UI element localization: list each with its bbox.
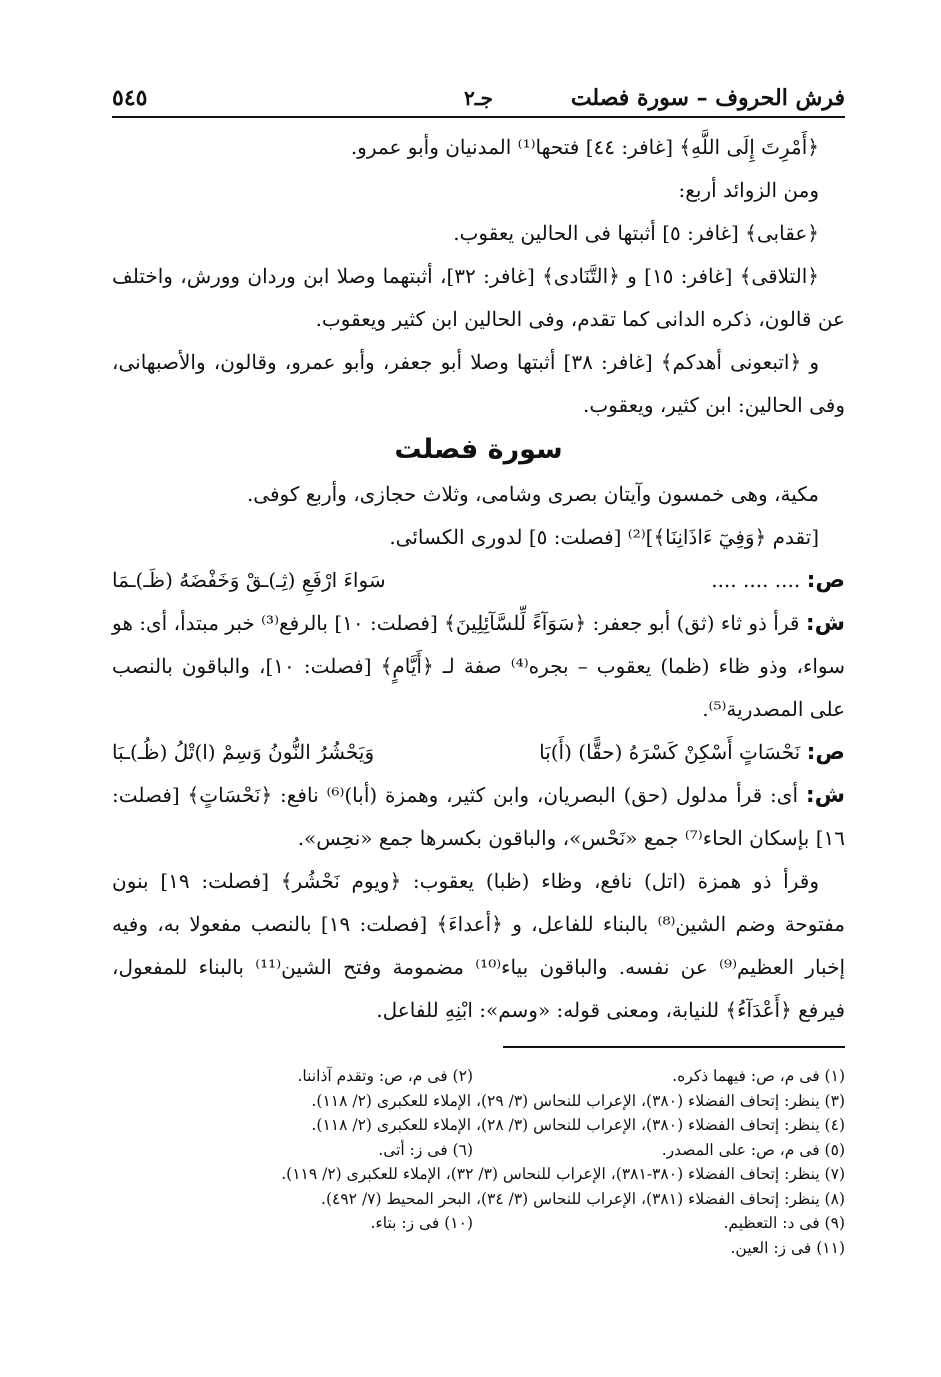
verse-second-hemistich: وَيَحْشُرُ النُّونُ وَسِمْ (ا)تْلُ (ظُـ)ـبَا	[112, 740, 375, 764]
paragraph: ﴿عقابى﴾ [غافر: ٥] أثبتها فى الحالين يعقوب.	[453, 221, 819, 245]
commentary-label: ش:	[805, 783, 845, 808]
footnotes	[112, 1064, 845, 1260]
footnote-row	[112, 1138, 845, 1163]
paragraph: مكية، وهى خمسون وآيتان بصرى وشامى، وثلاث حجازى، وأربع كوفى.	[246, 482, 819, 506]
commentary-paragraph	[112, 602, 845, 731]
header-title: فرش الحروف – سورة فصلت	[570, 85, 845, 111]
verse-text: نَحْسَاتٍ أَسْكِنْ كَسْرَهُ (حقًّا) (أَ)بَا	[539, 740, 801, 764]
verse-line	[112, 731, 845, 774]
footnote-2: (٢) فى م، ص: وتقدم آذاننا.	[297, 1067, 473, 1085]
footnote-11: (١١) فى ز: العين.	[730, 1238, 845, 1257]
verse-label: ص:	[806, 740, 845, 765]
footnote-6: (٦) فى ز: أتى.	[378, 1140, 473, 1159]
paragraph: ومن الزوائد أربع:	[678, 178, 819, 202]
paragraph: وقرأ ذو همزة (اتل) نافع، وظاء (ظبا) يعقوب: ﴿ويوم نَحْشُر﴾ [فصلت: ١٩] بنون مفتوحة وضم الشين⁽⁸⁾ بالبناء للفاعل، و ﴿أعداءَ﴾ [فصلت: ١٩] بالنصب مفعولا به، وفيه إخبار العظيم⁽⁹⁾ عن نفسه. والباقون بياء⁽¹⁰⁾ مضمومة وفتح الشين⁽¹¹⁾ بالبناء للمفعول، فيرفع ﴿أَعْدَآءُ﴾ للنيابة، ومعنى قوله: «وسم»: ابْنِهِ للفاعل.	[112, 869, 846, 1022]
running-header	[112, 80, 845, 118]
footnote-5: (٥) فى م، ص: على المصدر.	[661, 1140, 845, 1159]
paragraph: و ﴿اتبعونى أهدكم﴾ [غافر: ٣٨] أثبتها وصلا أبو جعفر، وأبو عمرو، وقالون، والأصبهانى، وفى الحالين: ابن كثير، ويعقوب.	[112, 350, 845, 417]
footnote-separator	[503, 1046, 845, 1048]
commentary-text: قرأ ذو ثاء (ثق) أبو جعفر: ﴿سَوَآءً لِّلسَّآئِلِينَ﴾ [فصلت: ١٠] بالرفع⁽³⁾ خبر مبتدأ، أى: هو سواء، وذو ظاء (ظما) يعقوب – بجره⁽⁴⁾ صفة لـ ﴿أَيَّامٍ﴾ [فصلت: ١٠]، والباقون بالنصب على المصدرية⁽⁵⁾.	[112, 611, 845, 721]
paragraph: ﴿أَمْرِتَ إِلَى اللَّهِ﴾ [غافر: ٤٤] فتحها⁽¹⁾ المدنيان وأبو عمرو.	[350, 135, 819, 159]
footnote-1: (١) فى م، ص: فيهما ذكره.	[672, 1067, 845, 1085]
volume-label: جـ٢	[464, 86, 493, 110]
commentary-text: أى: قرأ مدلول (حق) البصريان، وابن كثير، وهمزة (أبا)⁽⁶⁾ نافع: ﴿نَحْسَاتٍ﴾ [فصلت: ١٦] بإسكان الحاء⁽⁷⁾ جمع «نَحْس»، والباقون بكسرها جمع «نحِس».	[112, 783, 845, 850]
footnote-10: (١٠) فى ز: بتاء.	[370, 1214, 473, 1232]
footnote-3: (٣) ينظر: إتحاف الفضلاء (٣٨٠)، الإعراب للنحاس (٣/ ٢٩)، الإملاء للعكبرى (٢/ ١١٨).	[311, 1091, 845, 1110]
footnote-9: (٩) فى د: التعظيم.	[723, 1214, 845, 1232]
footnote-8: (٨) ينظر: إتحاف الفضلاء (٣٨١)، الإعراب للنحاس (٣/ ٣٤)، البحر المحيط (٧/ ٤٩٢).	[321, 1189, 845, 1208]
page-number: ٥٤٥	[112, 85, 148, 111]
commentary-label: ش:	[805, 611, 845, 636]
paragraph: [تقدم ﴿وَفِيٓ ءَاذَانِنَا﴾]⁽²⁾ [فصلت: ٥] لدورى الكسائى.	[389, 525, 819, 549]
verse-second-hemistich: سَواءَ ارْفَعِ (ثِـ)ـقْ وَخَفْضَهُ (ظَـ)ـمَا	[112, 568, 386, 592]
footnote-7: (٧) ينظر: إتحاف الفضلاء (٣٨٠-٣٨١)، الإعراب للنحاس (٣/ ٣٢)، الإملاء للعكبرى (٢/ ١١٩).	[281, 1165, 845, 1183]
verse-line	[112, 559, 845, 602]
main-text	[112, 126, 845, 1032]
paragraph: ﴿التلاقى﴾ [غافر: ١٥] و ﴿التَّنَادى﴾ [غافر: ٣٢]، أثبتهما وصلا ابن وردان وورش، واختلف عن قالون، ذكره الدانى كما تقدم، وفى الحالين ابن كثير ويعقوب.	[112, 264, 845, 331]
commentary-paragraph	[112, 774, 845, 860]
footnote-row	[112, 1064, 845, 1089]
footnote-row	[112, 1211, 845, 1236]
verse-first-hemistich	[711, 559, 845, 602]
verse-label: ص:	[806, 568, 845, 593]
verse-text: .... .... ....	[711, 568, 801, 592]
footnote-4: (٤) ينظر: إتحاف الفضلاء (٣٨٠)، الإعراب للنحاس (٣/ ٢٨)، الإملاء للعكبرى (٢/ ١١٨).	[311, 1116, 845, 1134]
verse-first-hemistich	[539, 731, 845, 774]
surah-heading: سورة فصلت	[394, 434, 563, 465]
